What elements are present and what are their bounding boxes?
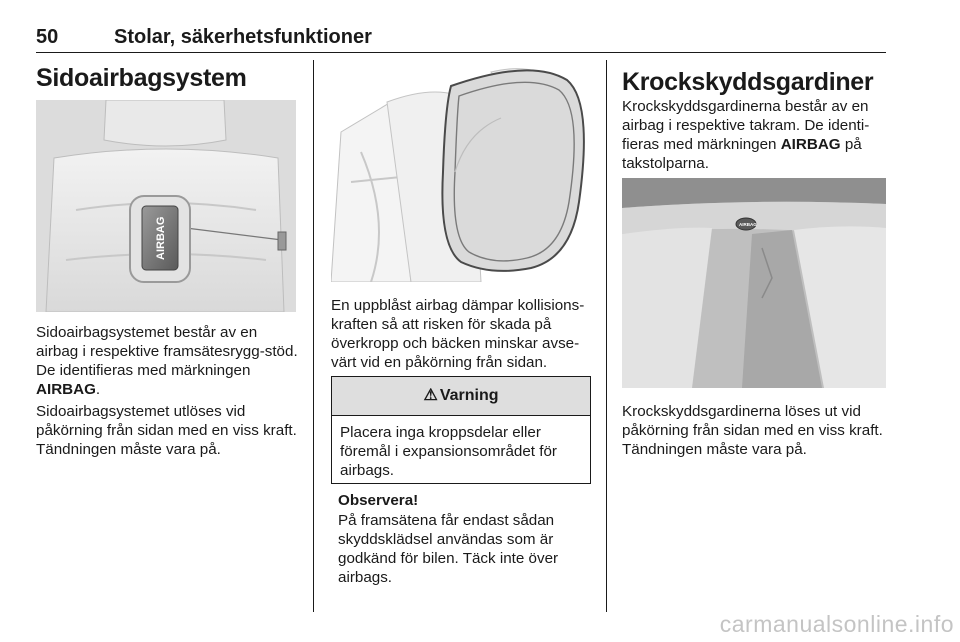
column-divider-1 bbox=[313, 60, 314, 612]
warning-header bbox=[332, 377, 590, 416]
warning-box bbox=[331, 376, 591, 484]
running-title: Stolar, säkerhetsfunktioner bbox=[114, 26, 372, 48]
watermark: carmanualsonline.info bbox=[719, 611, 954, 637]
warning-title: Varning bbox=[439, 387, 499, 404]
figure-airbag-label-text: AIRBAG bbox=[155, 216, 167, 260]
figure-seat-airbag-label bbox=[36, 100, 296, 312]
paragraph-side-airbag-1: Sidoairbagsystemet består av en airbag i respektive framsätesrygg-stöd. De identifieras med märkningen AIRBAG. bbox=[36, 324, 298, 398]
column-divider-2 bbox=[606, 60, 607, 612]
page-header bbox=[36, 22, 886, 53]
paragraph-curtain-airbag-1: Krockskyddsgardinerna består av en airbag i respektive takram. De identi-fieras med märkningen AIRBAG på takstolparna. bbox=[622, 98, 870, 172]
figure-roof-airbag-label-text: AIRBAG bbox=[739, 222, 757, 227]
figure-roof-pillar-airbag bbox=[622, 178, 886, 388]
note-title: Observera! bbox=[338, 492, 419, 509]
page-number: 50 bbox=[36, 26, 59, 48]
paragraph-curtain-airbag-2: Krockskyddsgardinerna löses ut vid påkörning från sidan med en viss kraft. Tändningen måste vara på. bbox=[622, 403, 883, 458]
figure-inflated-side-airbag bbox=[331, 62, 593, 282]
warning-triangle-icon: ⚠ bbox=[423, 387, 438, 404]
section-title-curtain-airbag: Krockskyddsgardiner bbox=[622, 68, 874, 96]
paragraph-side-airbag-2: Sidoairbagsystemet utlöses vid påkörning från sidan med en viss kraft. Tändningen måste vara på. bbox=[36, 403, 297, 458]
warning-text: Placera inga kroppsdelar eller föremål i expansionsområdet för airbags. bbox=[340, 424, 557, 479]
paragraph-airbag-effect: En uppblåst airbag dämpar kollisions-kraften så att risken för skada på överkropp och bäcken minskar avse-värt vid en påkörning från sidan. bbox=[331, 297, 585, 371]
note-text: På framsätena får endast sådan skyddsklädsel användas som är godkänd för bilen. Täck inte över airbags. bbox=[338, 512, 559, 586]
section-title-side-airbag: Sidoairbagsystem bbox=[36, 64, 247, 92]
